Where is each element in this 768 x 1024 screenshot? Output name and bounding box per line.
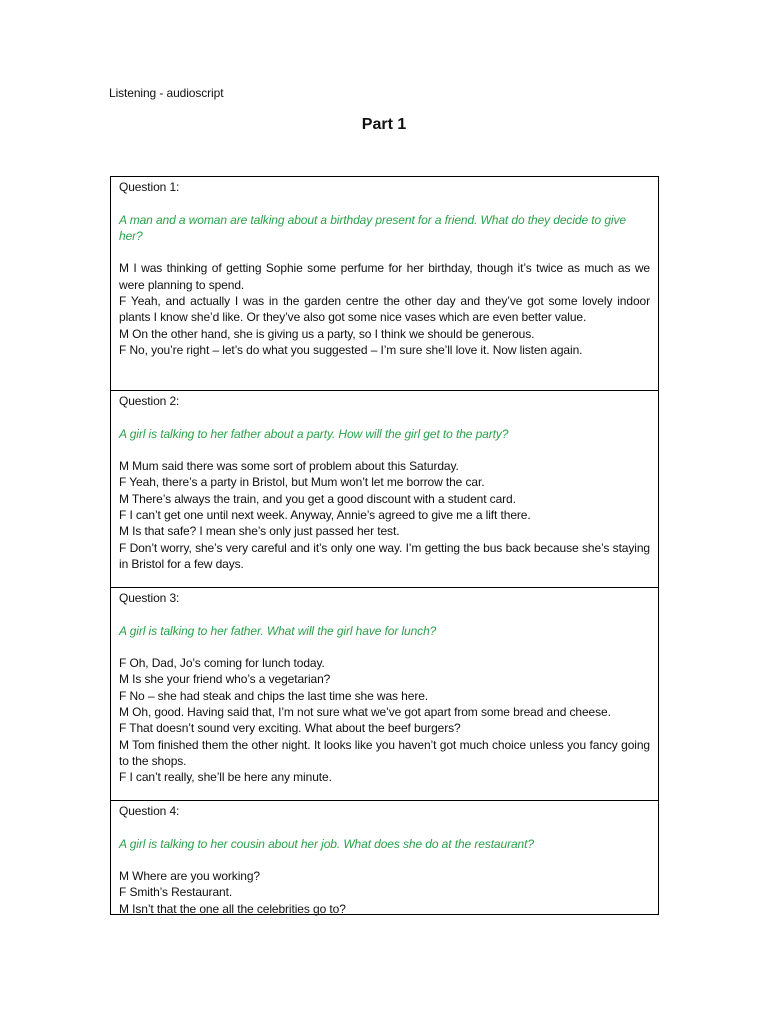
question-label: Question 2:: [119, 394, 180, 408]
document-header: Listening - audioscript: [109, 86, 224, 100]
dialogue-line: M Is that safe? I mean she’s only just passed her test.: [119, 524, 400, 539]
dialogue-line: F Smith’s Restaurant.: [119, 885, 233, 900]
dialogue: [119, 260, 650, 358]
dialogue-line: M Where are you working?: [119, 869, 260, 884]
dialogue-line: M Mum said there was some sort of problem about this Saturday.: [119, 459, 459, 474]
dialogue: [119, 458, 650, 572]
dialogue-line: M Is she your friend who’s a vegetarian?: [119, 672, 331, 687]
dialogue-line: M I was thinking of getting Sophie some perfume for her birthday, though it’s twice as much as we were planning to spend.: [119, 261, 650, 292]
question-prompt: A girl is talking to her father. What will the girl have for lunch?: [119, 623, 437, 638]
dialogue-line: M Isn’t that the one all the celebrities go to?: [119, 901, 346, 916]
dialogue-line: M On the other hand, she is giving us a party, so I think we should be generous.: [119, 326, 535, 341]
dialogue-line: F I can’t really, she’ll be here any minute.: [119, 770, 332, 785]
question-label: Question 3:: [119, 591, 180, 605]
dialogue-line: F Don’t worry, she’s very careful and it’s only one way. I’m getting the bus back because she’s staying in Bristol for a few days.: [119, 540, 650, 571]
dialogue-line: F That doesn’t sound very exciting. What about the beef burgers?: [119, 721, 461, 736]
question-prompt: A girl is talking to her cousin about her job. What does she do at the restaurant?: [119, 836, 534, 851]
question-4-block: [111, 800, 658, 914]
question-label: Question 1:: [119, 180, 180, 194]
question-prompt: A man and a woman are talking about a birthday present for a friend. What do they decide to give her?: [119, 212, 626, 243]
question-2-block: [111, 390, 658, 587]
dialogue-line: F Oh, Dad, Jo’s coming for lunch today.: [119, 656, 325, 671]
questions-table: [110, 176, 659, 915]
dialogue-line: F No, you’re right – let’s do what you suggested – I’m sure she’ll love it. Now listen again.: [119, 342, 583, 357]
question-prompt: A girl is talking to her father about a party. How will the girl get to the party?: [119, 426, 509, 441]
dialogue-line: F Yeah, there’s a party in Bristol, but Mum won’t let me borrow the car.: [119, 475, 485, 490]
dialogue: [119, 655, 650, 785]
question-3-block: [111, 587, 658, 800]
dialogue-line: M There’s always the train, and you get a good discount with a student card.: [119, 491, 516, 506]
dialogue: [119, 868, 650, 917]
question-1-block: [111, 177, 658, 390]
dialogue-line: F Yeah, and actually I was in the garden centre the other day and they’ve got some lovely indoor plants I know she’d like. Or they’ve also got some nice vases which are even better value.: [119, 294, 650, 325]
dialogue-line: F I can’t get one until next week. Anyway, Annie’s agreed to give me a lift there.: [119, 508, 531, 523]
dialogue-line: M Oh, good. Having said that, I’m not sure what we’ve got apart from some bread and cheese.: [119, 705, 611, 720]
question-label: Question 4:: [119, 804, 180, 818]
dialogue-line: M Tom finished them the other night. It looks like you haven’t got much choice unless you fancy going to the shops.: [119, 737, 650, 768]
dialogue-line: F No – she had steak and chips the last time she was here.: [119, 688, 429, 703]
part-title: Part 1: [361, 116, 407, 133]
